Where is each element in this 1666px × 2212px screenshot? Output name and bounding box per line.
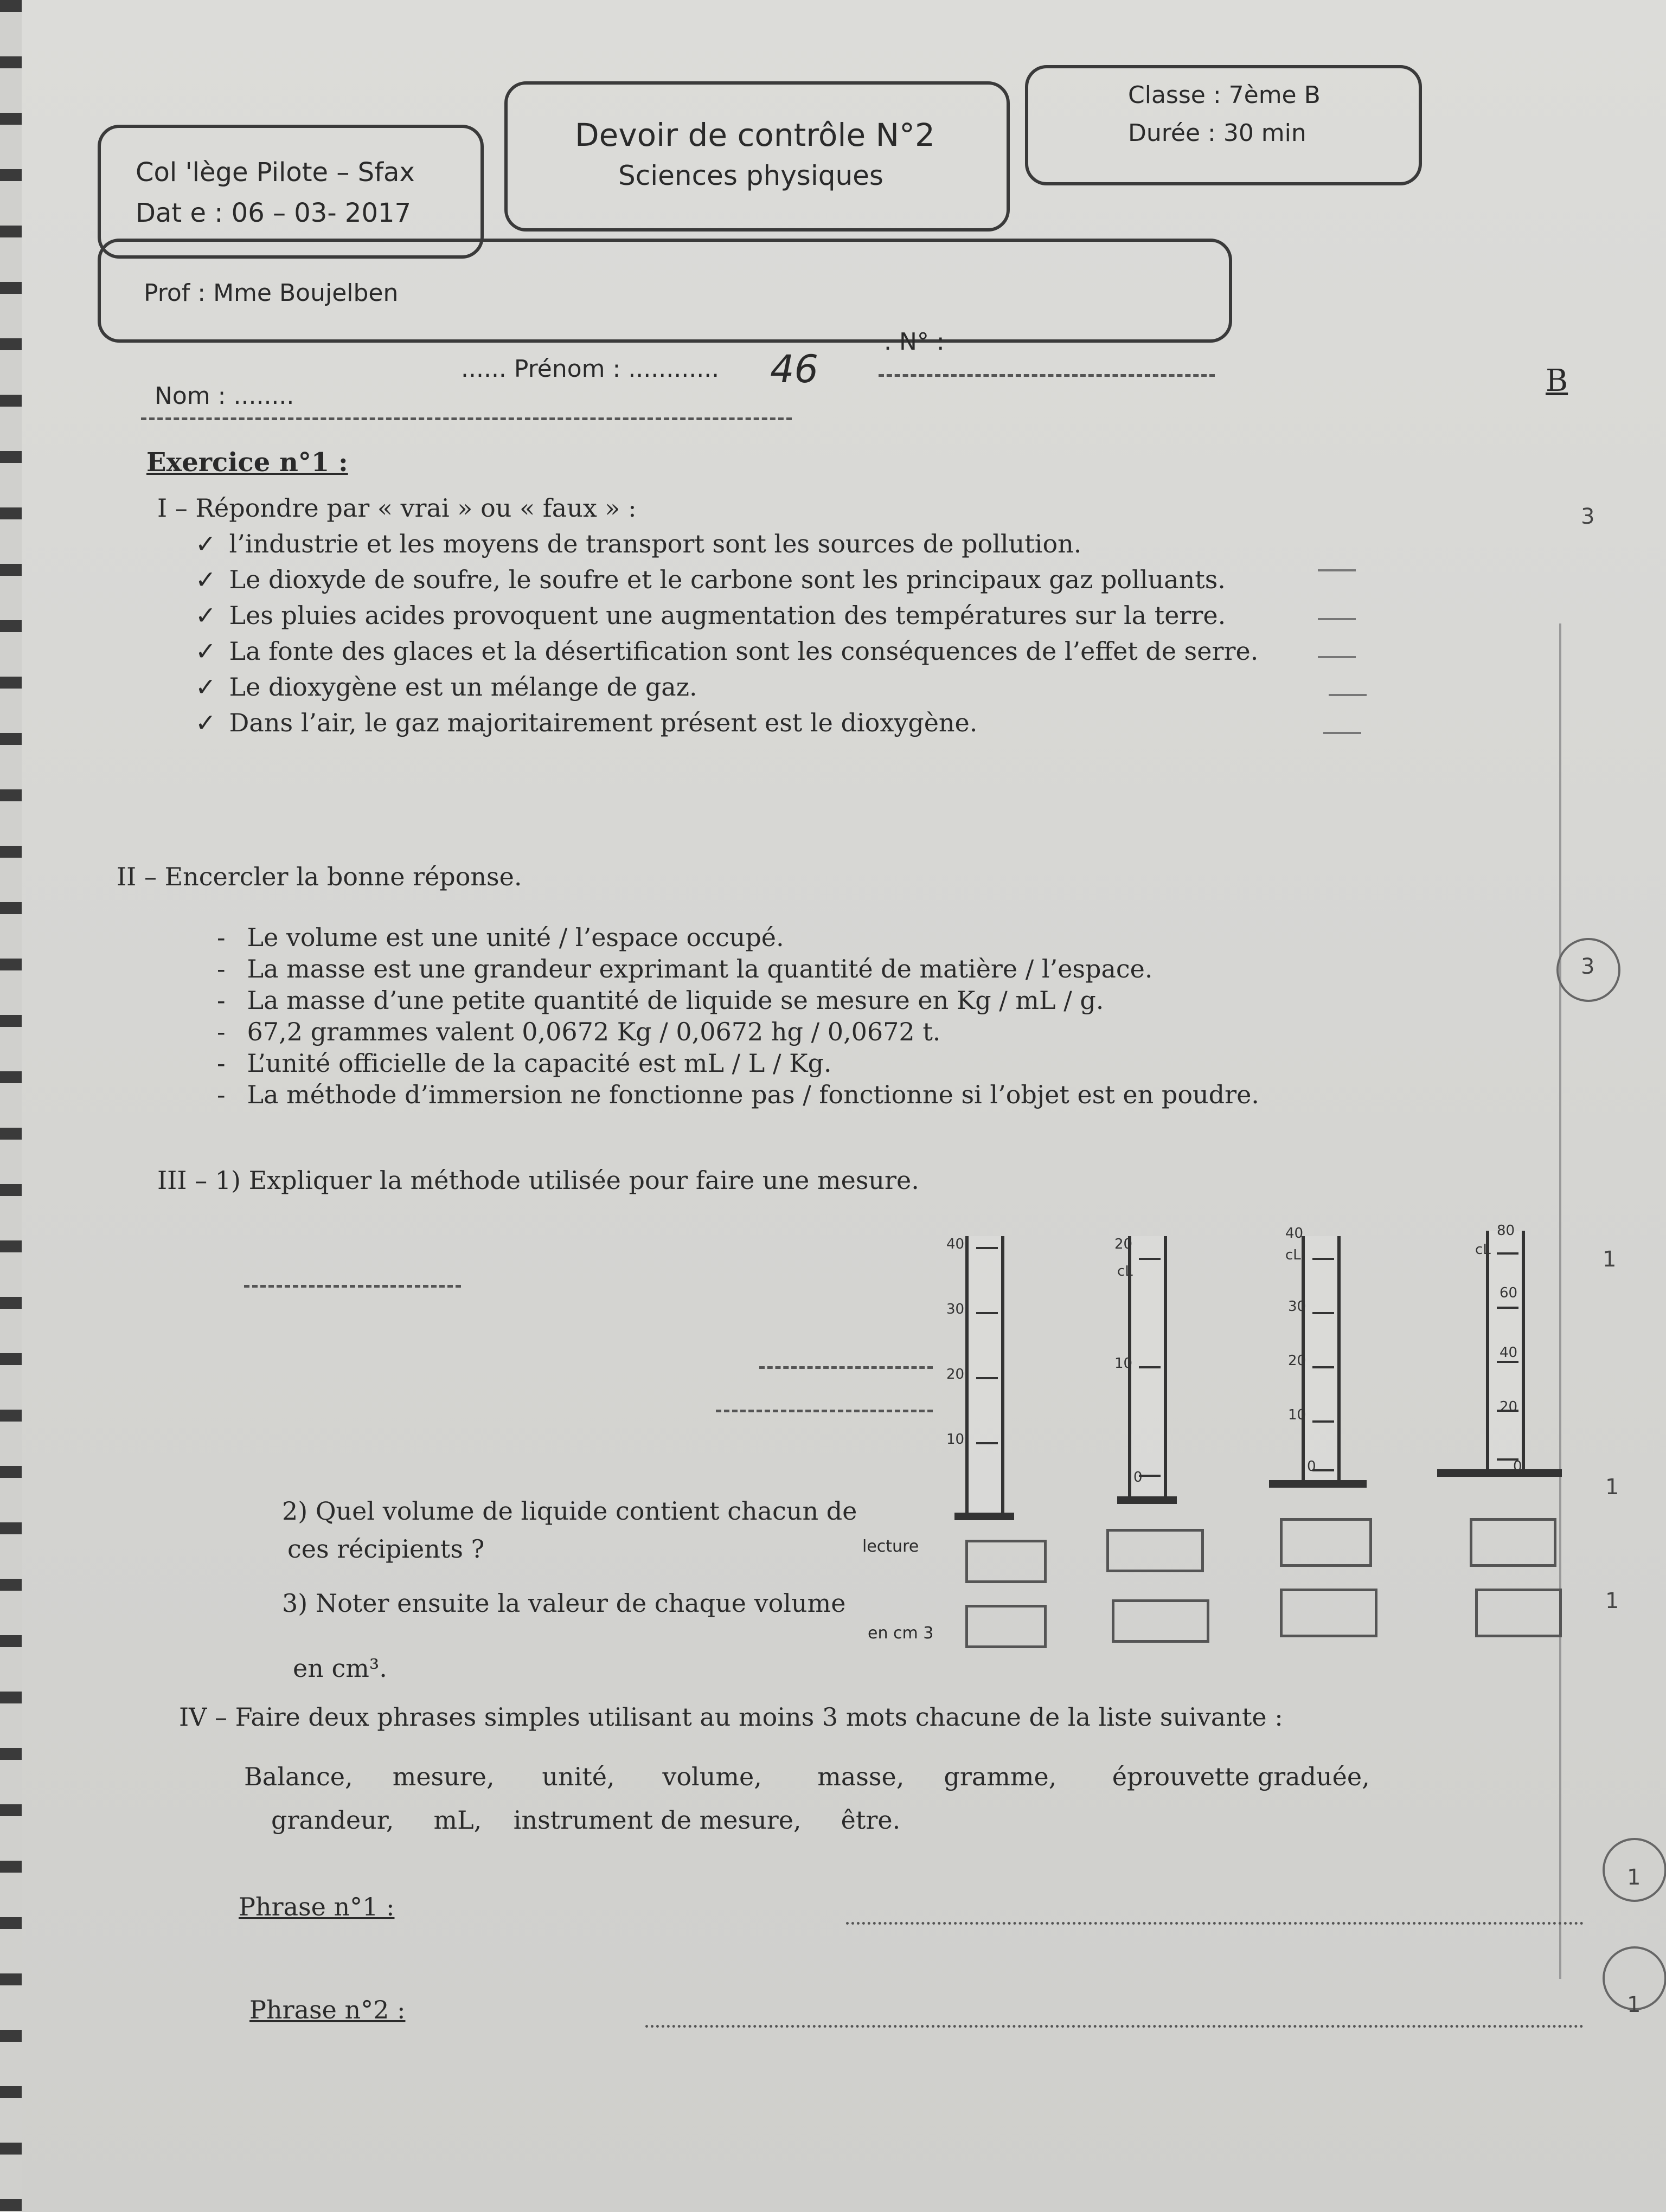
- part4-words-line1: Balance, mesure, unité, volume, masse, gramme, éprouvette graduée,: [244, 1762, 1370, 1791]
- name-dash-line: [141, 417, 792, 420]
- part3-q3-line2: en cm³.: [293, 1654, 387, 1683]
- cylinder-unit: cL: [1117, 1263, 1133, 1279]
- list-item[interactable]: - La masse d’une petite quantité de liquide se mesure en Kg / mL / g.: [217, 986, 1104, 1015]
- tick-label: 30: [1288, 1298, 1306, 1315]
- list-item: ✓ Le dioxygène est un mélange de gaz.: [195, 672, 697, 702]
- student-name-field[interactable]: Nom : ........: [155, 382, 294, 410]
- check-icon: ✓: [195, 565, 216, 594]
- class-label: Classe : 7ème B: [1128, 81, 1321, 109]
- phrase2-answer-line[interactable]: [645, 2025, 1584, 2028]
- number-dash-line: [879, 374, 1215, 377]
- cylinder-base: [1117, 1496, 1177, 1504]
- part3-q2-line1: 2) Quel volume de liquide contient chacun de: [282, 1496, 857, 1526]
- list-item[interactable]: - 67,2 grammes valent 0,0672 Kg / 0,0672 hg / 0,0672 t.: [217, 1017, 941, 1046]
- answer-line[interactable]: [1318, 569, 1356, 571]
- exercise-title: Exercice n°1 :: [146, 447, 348, 478]
- list-item: ✓ Le dioxyde de soufre, le soufre et le carbone sont les principaux gaz polluants.: [195, 565, 1226, 594]
- part2-list: [217, 922, 1259, 1110]
- tick-label: 20: [1288, 1353, 1306, 1369]
- tick-label: 20: [946, 1366, 965, 1382]
- part1-score: 3: [1581, 504, 1595, 529]
- part4-title: IV – Faire deux phrases simples utilisant au moins 3 mots chacune de la liste suivante :: [179, 1702, 1283, 1732]
- cylinder-base: [954, 1513, 1014, 1520]
- tick-mark: [1312, 1420, 1334, 1423]
- answer-line[interactable]: [1329, 694, 1367, 696]
- tick-label: 40: [1500, 1345, 1518, 1361]
- tick-mark: [976, 1377, 998, 1379]
- grade-letter: B: [1546, 363, 1568, 398]
- list-item[interactable]: - La méthode d’immersion ne fonctionne pas / fonctionne si l’objet est en poudre.: [217, 1080, 1259, 1109]
- handwritten-mark: 46: [770, 347, 819, 391]
- part2-title: II – Encercler la bonne réponse.: [117, 862, 522, 891]
- part3-q1: III – 1) Expliquer la méthode utilisée pour faire une mesure.: [157, 1166, 919, 1195]
- lecture-label: lecture: [862, 1537, 919, 1556]
- tick-mark: [1312, 1312, 1334, 1314]
- part3-q2-score: 1: [1605, 1475, 1619, 1500]
- part4-phrase1-score: 1: [1627, 1865, 1641, 1890]
- part4-words-line2: grandeur, mL, instrument de mesure, être.: [271, 1805, 901, 1835]
- answer-line[interactable]: [1318, 618, 1356, 620]
- tick-label: 30: [946, 1301, 965, 1317]
- volume-cm3-box[interactable]: [965, 1605, 1047, 1648]
- tick-mark: [976, 1312, 998, 1314]
- part1-list: [195, 526, 1258, 741]
- exam-date: Dat e : 06 – 03- 2017: [136, 198, 412, 228]
- binder-holes: [0, 0, 22, 2212]
- cylinder-base: [1437, 1469, 1562, 1477]
- volume-reading-box[interactable]: [1470, 1518, 1556, 1567]
- cylinder-unit: cL: [1475, 1242, 1491, 1258]
- answer-line[interactable]: [759, 1366, 933, 1369]
- exam-subject: Sciences physiques: [618, 160, 883, 191]
- list-item: ✓ Les pluies acides provoquent une augmentation des températures sur la terre.: [195, 601, 1226, 630]
- volume-cm3-box[interactable]: [1475, 1589, 1562, 1637]
- answer-line[interactable]: [1318, 656, 1356, 658]
- tick-label: 40: [1285, 1225, 1304, 1242]
- prof-name: Prof : Mme Boujelben: [144, 279, 399, 307]
- list-item[interactable]: - Le volume est une unité / l’espace occupé.: [217, 923, 784, 952]
- school-name: Col 'lège Pilote – Sfax: [136, 157, 415, 188]
- volume-cm3-box[interactable]: [1280, 1589, 1377, 1637]
- check-icon: ✓: [195, 708, 216, 737]
- part3-q3-score: 1: [1605, 1589, 1619, 1613]
- header-center-box: [504, 81, 1010, 232]
- part3-q2-line2: ces récipients ?: [287, 1534, 485, 1564]
- cylinder-tube: [1302, 1236, 1341, 1483]
- list-item: ✓ Dans l’air, le gaz majoritairement présent est le dioxygène.: [195, 708, 978, 737]
- cylinder-base: [1269, 1480, 1367, 1488]
- tick-mark: [1497, 1361, 1518, 1363]
- volume-reading-box[interactable]: [1280, 1518, 1372, 1567]
- tick-label: 10: [1114, 1355, 1133, 1372]
- check-icon: ✓: [195, 601, 216, 630]
- exam-title: Devoir de contrôle N°2: [575, 117, 935, 153]
- tick-mark: [976, 1247, 998, 1249]
- volume-reading-box[interactable]: [1106, 1529, 1204, 1572]
- tick-label: 0: [1133, 1469, 1143, 1486]
- student-firstname-field[interactable]: ...... Prénom : ............: [461, 355, 720, 383]
- tick-mark: [976, 1442, 998, 1444]
- answer-line[interactable]: [244, 1285, 461, 1288]
- part3-q3-line1: 3) Noter ensuite la valeur de chaque volume: [282, 1589, 846, 1618]
- volume-reading-box[interactable]: [965, 1540, 1047, 1583]
- duration-label: Durée : 30 min: [1128, 119, 1306, 147]
- list-item: ✓ La fonte des glaces et la désertification sont les conséquences de l’effet de serre.: [195, 636, 1259, 666]
- list-item[interactable]: - L’unité officielle de la capacité est mL / L / Kg.: [217, 1049, 832, 1078]
- cylinder-unit: cL: [1285, 1247, 1301, 1263]
- tick-label: 0: [1513, 1458, 1522, 1475]
- cylinder-tube: [965, 1236, 1004, 1516]
- tick-mark: [1497, 1252, 1518, 1255]
- part1-title: I – Répondre par « vrai » ou « faux » :: [157, 493, 637, 523]
- cm3-label: en cm 3: [868, 1624, 934, 1643]
- phrase2-label: Phrase n°2 :: [249, 1995, 406, 2024]
- answer-line[interactable]: [716, 1410, 933, 1412]
- part2-score: 3: [1581, 954, 1595, 979]
- phrase1-label: Phrase n°1 :: [239, 1892, 395, 1921]
- check-icon: ✓: [195, 636, 216, 666]
- student-number-field[interactable]: . N° :: [884, 328, 945, 356]
- tick-mark: [1312, 1258, 1334, 1260]
- tick-label: 10: [946, 1431, 965, 1448]
- check-icon: ✓: [195, 672, 216, 702]
- tick-mark: [1139, 1366, 1161, 1368]
- tick-label: 20: [1500, 1399, 1518, 1415]
- part3-q1-score: 1: [1603, 1247, 1617, 1272]
- tick-label: 0: [1307, 1458, 1316, 1475]
- part4-phrase2-score: 1: [1627, 1992, 1641, 2017]
- tick-label: 10: [1288, 1407, 1306, 1423]
- tick-label: 20: [1114, 1236, 1133, 1252]
- margin-line: [1559, 623, 1561, 1979]
- tick-label: 80: [1497, 1223, 1515, 1239]
- check-icon: ✓: [195, 529, 216, 558]
- tick-label: 60: [1500, 1285, 1518, 1301]
- list-item[interactable]: - La masse est une grandeur exprimant la quantité de matière / l’espace.: [217, 954, 1153, 983]
- tick-mark: [1139, 1258, 1161, 1260]
- tick-mark: [1497, 1307, 1518, 1309]
- tick-mark: [1312, 1366, 1334, 1368]
- phrase1-answer-line[interactable]: [846, 1922, 1584, 1925]
- list-item: ✓ l’industrie et les moyens de transport sont les sources de pollution.: [195, 529, 1082, 558]
- tick-label: 40: [946, 1236, 965, 1252]
- volume-cm3-box[interactable]: [1112, 1599, 1209, 1643]
- answer-line[interactable]: [1323, 732, 1361, 734]
